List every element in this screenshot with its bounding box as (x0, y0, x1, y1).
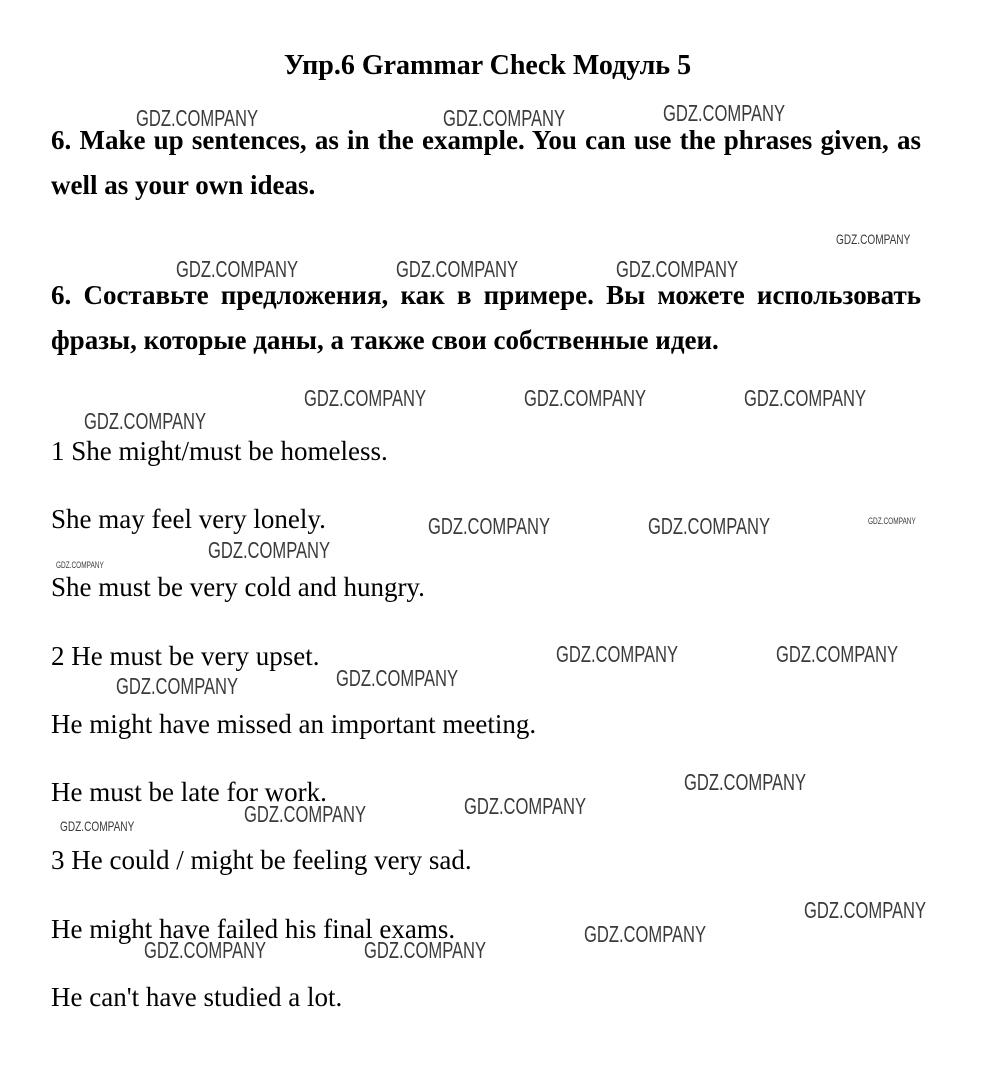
watermark: GDZ.COMPANY (776, 641, 899, 667)
watermark: GDZ.COMPANY (684, 769, 807, 795)
task-instruction-russian: 6. Составьте предложения, как в примере. Вы можете использовать фразы, которые даны, а также свои собственные идеи. (51, 280, 921, 355)
answer-line: 1 She might/must be homeless. (51, 436, 388, 466)
watermark: GDZ.COMPANY (744, 385, 867, 411)
answer-line: He might have failed his final exams. (51, 914, 456, 944)
watermark: GDZ.COMPANY (136, 105, 259, 131)
watermark: GDZ.COMPANY (176, 256, 299, 282)
watermark: GDZ.COMPANY (60, 818, 135, 834)
watermark: GDZ.COMPANY (208, 537, 331, 563)
watermark: GDZ.COMPANY (336, 665, 459, 691)
watermark: GDZ.COMPANY (584, 921, 707, 947)
watermark: GDZ.COMPANY (304, 385, 427, 411)
task-instruction-english: 6. Make up sentences, as in the example. You can use the phrases given, as well as your own ideas. (51, 125, 921, 200)
watermark: GDZ.COMPANY (84, 408, 207, 434)
watermark: GDZ.COMPANY (464, 793, 587, 819)
watermark: GDZ.COMPANY (56, 560, 104, 570)
watermark: GDZ.COMPANY (396, 256, 519, 282)
watermark: GDZ.COMPANY (443, 105, 566, 131)
watermark: GDZ.COMPANY (364, 937, 487, 963)
answer-line: 3 He could / might be feeling very sad. (51, 845, 472, 875)
watermark: GDZ.COMPANY (524, 385, 647, 411)
watermark: GDZ.COMPANY (428, 513, 551, 539)
answer-line: He can't have studied a lot. (51, 982, 343, 1012)
watermark: GDZ.COMPANY (244, 801, 367, 827)
watermark: GDZ.COMPANY (556, 641, 679, 667)
watermark: GDZ.COMPANY (868, 516, 916, 526)
answer-line: She may feel very lonely. (51, 504, 326, 534)
watermark: GDZ.COMPANY (144, 937, 267, 963)
watermark: GDZ.COMPANY (648, 513, 771, 539)
watermark: GDZ.COMPANY (804, 897, 927, 923)
answer-line: 2 He must be very upset. (51, 641, 320, 671)
answer-line: He must be late for work. (51, 777, 327, 807)
page-title: Упр.6 Grammar Check Модуль 5 (283, 50, 692, 81)
answer-line: She must be very cold and hungry. (51, 572, 425, 602)
watermark: GDZ.COMPANY (116, 673, 239, 699)
answer-line: He might have missed an important meeting. (51, 709, 537, 739)
watermark: GDZ.COMPANY (836, 231, 911, 247)
watermark: GDZ.COMPANY (616, 256, 739, 282)
watermark: GDZ.COMPANY (663, 100, 786, 126)
